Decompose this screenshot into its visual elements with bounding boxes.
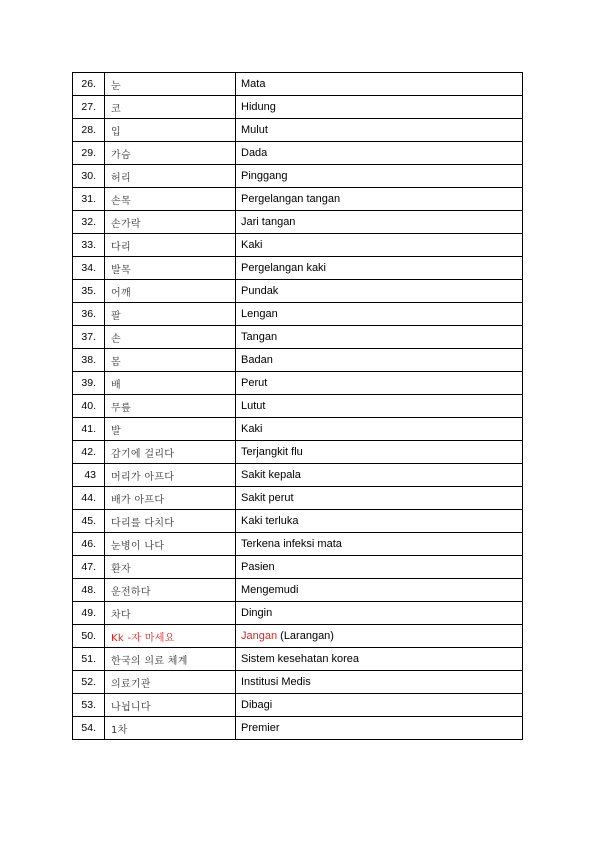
korean-term: 손: [105, 326, 236, 349]
table-row: [73, 441, 523, 464]
indonesian-translation: Dingin: [236, 602, 523, 625]
indonesian-translation: Terkena infeksi mata: [236, 533, 523, 556]
table-row: [73, 533, 523, 556]
korean-term: 다리를 다치다: [105, 510, 236, 533]
indonesian-translation: Sakit perut: [236, 487, 523, 510]
row-number: 47.: [73, 556, 105, 579]
korean-term: 발: [105, 418, 236, 441]
row-number: 40.: [73, 395, 105, 418]
table-row: [73, 395, 523, 418]
korean-term: 나뉩니다: [105, 694, 236, 717]
korean-term: 코: [105, 96, 236, 119]
table-row: [73, 211, 523, 234]
table-row: [73, 96, 523, 119]
indonesian-translation: [236, 625, 523, 648]
table-row: [73, 73, 523, 96]
korean-term: 다리: [105, 234, 236, 257]
row-number: 51.: [73, 648, 105, 671]
table-row: [73, 257, 523, 280]
korean-term: 1차: [105, 717, 236, 740]
table-row: [73, 234, 523, 257]
table-row: [73, 326, 523, 349]
indonesian-translation: Premier: [236, 717, 523, 740]
korean-term: 손가락: [105, 211, 236, 234]
indonesian-translation: Mengemudi: [236, 579, 523, 602]
table-row: [73, 165, 523, 188]
korean-term: 의료기관: [105, 671, 236, 694]
korean-term: 팔: [105, 303, 236, 326]
row-number: 42.: [73, 441, 105, 464]
korean-term: 가슴: [105, 142, 236, 165]
table-row: [73, 556, 523, 579]
indonesian-translation: Jari tangan: [236, 211, 523, 234]
row-number: 53.: [73, 694, 105, 717]
table-row: [73, 303, 523, 326]
row-number: 35.: [73, 280, 105, 303]
row-number: 32.: [73, 211, 105, 234]
row-number: 48.: [73, 579, 105, 602]
indonesian-translation: Mata: [236, 73, 523, 96]
row-number: 31.: [73, 188, 105, 211]
row-number: 28.: [73, 119, 105, 142]
row-number: 43: [73, 464, 105, 487]
indonesian-translation: Lutut: [236, 395, 523, 418]
row-number: 36.: [73, 303, 105, 326]
row-number: 30.: [73, 165, 105, 188]
korean-term: 허리: [105, 165, 236, 188]
indonesian-translation: Dibagi: [236, 694, 523, 717]
korean-term: 배: [105, 372, 236, 395]
translation-highlight: Jangan: [241, 630, 278, 642]
table-row: [73, 487, 523, 510]
table-row: [73, 142, 523, 165]
row-number: 50.: [73, 625, 105, 648]
korean-term: 환자: [105, 556, 236, 579]
table-row: [73, 464, 523, 487]
korean-term: 머리가 아프다: [105, 464, 236, 487]
indonesian-translation: Perut: [236, 372, 523, 395]
table-row: [73, 717, 523, 740]
indonesian-translation: Badan: [236, 349, 523, 372]
table-row: [73, 280, 523, 303]
table-row: [73, 188, 523, 211]
row-number: 49.: [73, 602, 105, 625]
indonesian-translation: Pasien: [236, 556, 523, 579]
table-row: [73, 349, 523, 372]
table-row: [73, 602, 523, 625]
row-number: 29.: [73, 142, 105, 165]
row-number: 33.: [73, 234, 105, 257]
indonesian-translation: Kaki: [236, 418, 523, 441]
korean-term: 운전하다: [105, 579, 236, 602]
row-number: 52.: [73, 671, 105, 694]
table-row: [73, 418, 523, 441]
row-number: 46.: [73, 533, 105, 556]
table-row: [73, 648, 523, 671]
korean-term: 발목: [105, 257, 236, 280]
indonesian-translation: Lengan: [236, 303, 523, 326]
table-row: [73, 510, 523, 533]
row-number: 41.: [73, 418, 105, 441]
indonesian-translation: Hidung: [236, 96, 523, 119]
korean-term: 몸: [105, 349, 236, 372]
translation-note: (Larangan): [277, 630, 334, 642]
korean-term: 어깨: [105, 280, 236, 303]
indonesian-translation: Pergelangan kaki: [236, 257, 523, 280]
korean-term: 입: [105, 119, 236, 142]
indonesian-translation: Kaki: [236, 234, 523, 257]
indonesian-translation: Mulut: [236, 119, 523, 142]
indonesian-translation: Pundak: [236, 280, 523, 303]
vocabulary-table: [72, 72, 523, 740]
table-row: [73, 579, 523, 602]
row-number: 54.: [73, 717, 105, 740]
row-number: 38.: [73, 349, 105, 372]
indonesian-translation: Pergelangan tangan: [236, 188, 523, 211]
korean-term: 한국의 의료 체계: [105, 648, 236, 671]
indonesian-translation: Kaki terluka: [236, 510, 523, 533]
indonesian-translation: Tangan: [236, 326, 523, 349]
table-row: [73, 694, 523, 717]
indonesian-translation: Pinggang: [236, 165, 523, 188]
indonesian-translation: Sakit kepala: [236, 464, 523, 487]
korean-term: Kk -자 마세요: [105, 625, 236, 648]
korean-term: 눈: [105, 73, 236, 96]
row-number: 26.: [73, 73, 105, 96]
row-number: 39.: [73, 372, 105, 395]
indonesian-translation: Sistem kesehatan korea: [236, 648, 523, 671]
row-number: 44.: [73, 487, 105, 510]
indonesian-translation: Dada: [236, 142, 523, 165]
korean-term: 감기에 걸리다: [105, 441, 236, 464]
row-number: 34.: [73, 257, 105, 280]
table-row: [73, 372, 523, 395]
row-number: 27.: [73, 96, 105, 119]
row-number: 45.: [73, 510, 105, 533]
korean-term: 눈병이 나다: [105, 533, 236, 556]
vocabulary-table-body: [73, 73, 523, 740]
korean-term: 배가 아프다: [105, 487, 236, 510]
indonesian-translation: Terjangkit flu: [236, 441, 523, 464]
indonesian-translation: Institusi Medis: [236, 671, 523, 694]
korean-term: 차다: [105, 602, 236, 625]
korean-term: 손목: [105, 188, 236, 211]
korean-term: 무릎: [105, 395, 236, 418]
row-number: 37.: [73, 326, 105, 349]
table-row: [73, 119, 523, 142]
table-row: [73, 625, 523, 648]
table-row: [73, 671, 523, 694]
